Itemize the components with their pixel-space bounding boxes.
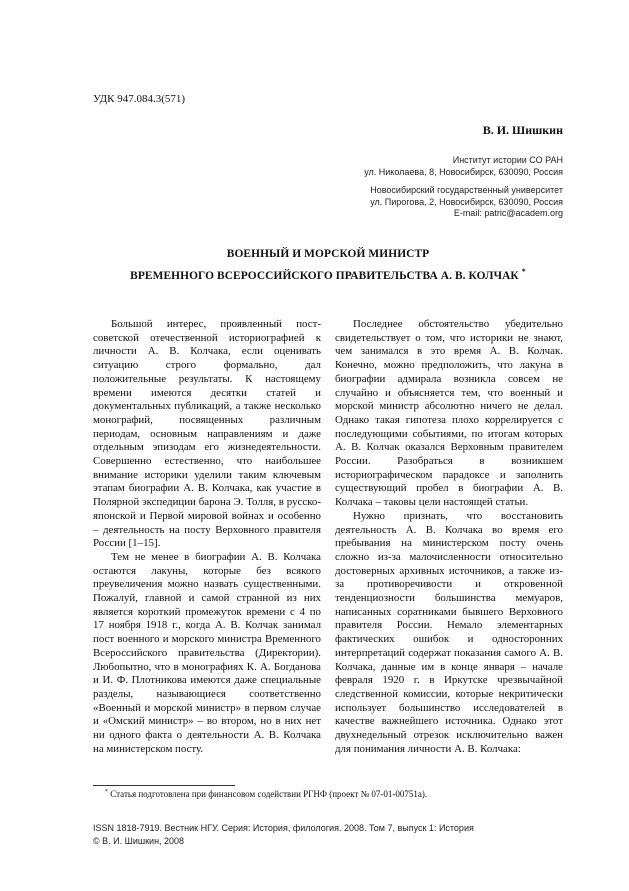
paragraph: Большой интерес, проявленный постсоветской отечественной историографией к личности А. В. Колчака, если оценивать ситуацию строго формально, дал положительные результаты. К настоящему времени имеются десятки статей и документальных публикаций, а также несколько монографий, посвященных различным периодам, основным направлениям и даже отдельным эпизодам его жизнедеятельности. Совершенно естественно, что наибольшее внимание историки уделили таким ключевым этапам биографии А. В. Колчака, как участие в Полярной экспедиции барона Э. Толля, в русско-японской и Первой мировой войнах и особенно – деятельность на посту Верховного правителя России [1–15]. <box>93 318 321 550</box>
affiliation-institute <box>364 155 563 178</box>
paragraph: Тем не менее в биографии А. В. Колчака остаются лакуны, которые без всякого преувеличения можно назвать существенными. Пожалуй, главной и самой странной из них является короткий промежуток времени с 4 по 17 ноября 1918 г., когда А. В. Колчак занимал пост военного и морского министра Временного Всероссийского правительства (Директории). Любопытно, что в монографиях К. А. Богданова и И. Ф. Плотникова имеются даже специальные разделы, называющиеся соответственно «Военный и морской министр» в первом случае и «Омский министр» – во втором, но в них нет ни одного факта о деятельности А. В. Колчака на министерском посту. <box>93 550 321 755</box>
affiliation-university <box>370 185 563 220</box>
affiliation-line: ул. Пирогова, 2, Новосибирск, 630090, Россия <box>370 196 563 207</box>
issn-line: ISSN 1818-7919. Вестник НГУ. Серия: История, филология. 2008. Том 7, выпуск 1: История <box>93 823 474 833</box>
journal-info <box>93 822 573 848</box>
udk-code: УДК 947.084.3(571) <box>93 93 186 105</box>
paragraph: Нужно признать, что восстановить деятельность А. В. Колчака во время его пребывания на министерском посту очень сложно из-за малочисленности относительно достоверных архивных источников, а также из-за противоречивости и откровенной тенденциозности большинства мемуаров, написанных соратниками бывшего Верховного правителя России. Немало элементарных фактических ошибок и односторонних интерпретаций содержат показания самого А. В. Колчака, данные им в конце января – начале февраля 1920 г. в Иркутске чрезвычайной следственной комиссии, которые некритически использует большинство исследователей в качестве важнейшего источника. Однако этот двухнедельный отрезок исключительно важен для понимания личности А. В. Колчака: <box>335 509 563 755</box>
title-footnote-marker: * <box>521 267 526 276</box>
affiliation-line: ул. Николаева, 8, Новосибирск, 630090, Россия <box>364 166 563 177</box>
title-line-2 <box>93 263 563 285</box>
footnote-text: Статья подготовлена при финансовом содействии РГНФ (проект № 07-01-00751а). <box>110 789 428 799</box>
author-email: E-mail: patric@academ.org <box>453 208 563 218</box>
paragraph: Последнее обстоятельство убедительно свидетельствует о том, что историки не знают, чем занимался в это время А. В. Колчак. Конечно, можно предположить, что лакуна в биографии адмирала возникла совсем не случайно и объясняется тем, что военный и морской министр абсолютно ничего не делал. Однако такая гипотеза плохо коррелируется с последующими событиями, по итогам которых А. В. Колчак оказался Верховным правителем России. Разобраться в возникшем историографическом парадоксе и заполнить существующий пробел в биографии А. В. Колчака – таковы цели настоящей статьи. <box>335 318 563 509</box>
title-line-2-text: ВРЕМЕННОГО ВСЕРОССИЙСКОГО ПРАВИТЕЛЬСТВА А. В. КОЛЧАК <box>130 269 519 282</box>
footnote-divider <box>93 785 235 786</box>
body-column-left <box>93 318 321 757</box>
article-title <box>93 245 563 285</box>
footnote <box>93 789 563 799</box>
author-name: В. И. Шишкин <box>482 123 563 137</box>
title-line-1: ВОЕННЫЙ И МОРСКОЙ МИНИСТР <box>226 248 430 260</box>
affiliation-line: Новосибирский государственный университет <box>370 185 563 195</box>
affiliation-line: Институт истории СО РАН <box>452 155 563 165</box>
body-column-right <box>335 318 563 757</box>
footnote-marker: * <box>105 789 108 795</box>
copyright-line: © В. И. Шишкин, 2008 <box>93 836 185 846</box>
